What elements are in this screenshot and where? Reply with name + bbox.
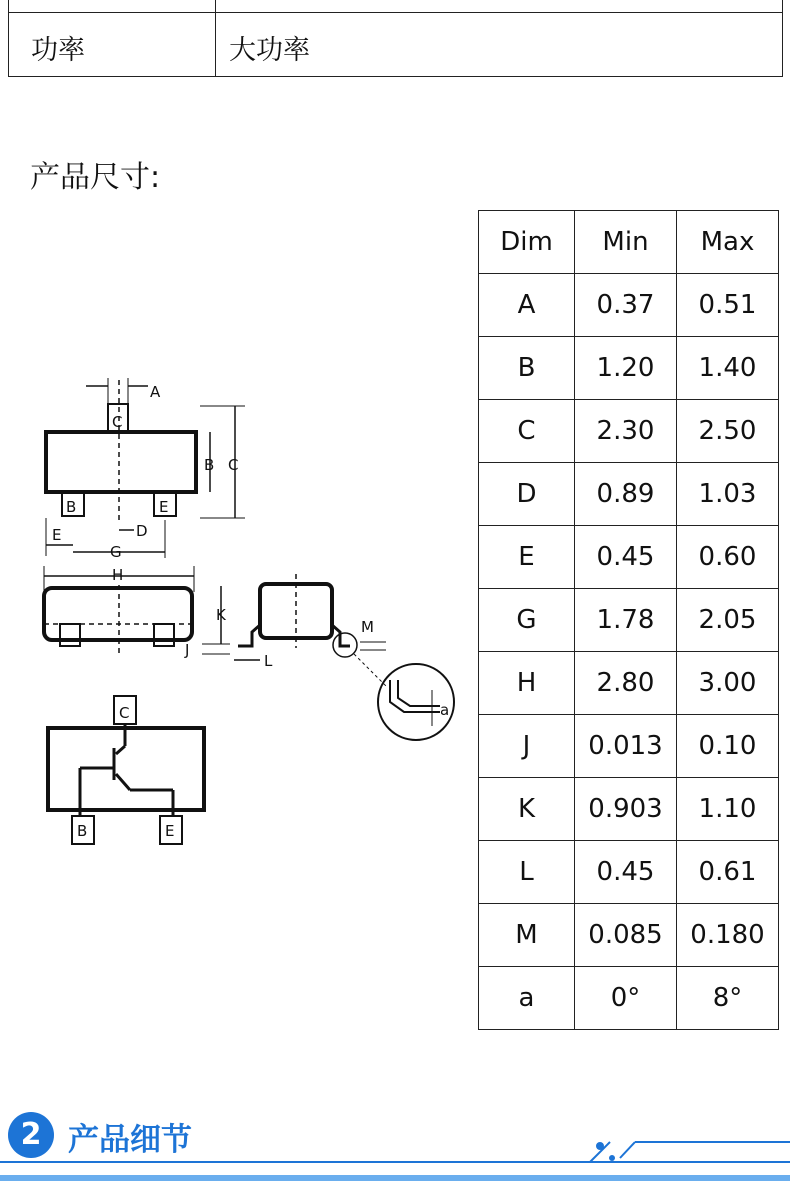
dim-label-b: B [204,456,215,474]
top-view [44,378,245,592]
dim-table-cell: 2.30 [575,400,677,463]
dim-table-cell: D [479,463,575,526]
dim-table-cell: 0.085 [575,904,677,967]
dim-label-g: G [110,543,122,561]
dim-label-a: A [150,383,161,401]
dim-label-angle: a [440,701,450,719]
pin-label-c-schematic: C [119,704,130,722]
dim-table-row [479,778,779,841]
dim-table-cell: 0.45 [575,841,677,904]
spec-table-top-row [9,0,782,13]
section-banner [0,1100,790,1190]
dim-table-cell: 1.20 [575,337,677,400]
dim-table-cell: M [479,904,575,967]
dim-table-row [479,463,779,526]
dim-table-row [479,274,779,337]
dim-table-cell: 2.80 [575,652,677,715]
dim-table-cell: 3.00 [677,652,779,715]
dim-table-cell: A [479,274,575,337]
package-diagram [30,370,460,860]
dim-table-cell: E [479,526,575,589]
dim-table-row [479,967,779,1030]
dim-label-m: M [361,618,374,636]
dim-table-cell: 0.37 [575,274,677,337]
spec-table [8,0,783,77]
dim-table-cell: 0.60 [677,526,779,589]
dim-table-row [479,337,779,400]
dim-table-cell: 0.89 [575,463,677,526]
dim-table-cell: 0.61 [677,841,779,904]
dim-table-row [479,589,779,652]
dim-table-cell: 2.05 [677,589,779,652]
dim-table-cell: 1.40 [677,337,779,400]
dim-table-cell: Max [677,211,779,274]
pin-label-b-schematic: B [77,822,88,840]
dim-table-cell: Dim [479,211,575,274]
dim-label-k: K [216,606,226,624]
dim-table-cell: 1.10 [677,778,779,841]
section-banner-title: 产品细节 [68,1122,192,1158]
pinout-schematic [48,696,204,844]
pin-label-e-schematic: E [165,822,175,840]
dim-table-cell: H [479,652,575,715]
dim-table-header [479,211,779,274]
dim-table-cell: L [479,841,575,904]
dim-table-cell: 0.45 [575,526,677,589]
dim-table-cell: 2.50 [677,400,779,463]
dim-label-l: L [264,652,273,670]
dim-table-row [479,715,779,778]
banner-line-graphic [0,1100,790,1190]
dim-table-cell: C [479,400,575,463]
side-view [44,585,230,659]
dim-table-cell: Min [575,211,677,274]
dim-table-cell: 0.013 [575,715,677,778]
dim-table-cell: 0.180 [677,904,779,967]
dim-table-cell: 1.78 [575,589,677,652]
pin-label-e-top: E [159,498,169,516]
dim-table-cell: a [479,967,575,1030]
spec-table-divider [215,0,216,76]
dim-label-c: C [228,456,239,474]
dim-table-cell: J [479,715,575,778]
dim-table-cell: G [479,589,575,652]
dim-table-cell: B [479,337,575,400]
dim-table-row [479,904,779,967]
pin-label-b-top: B [66,498,77,516]
pin-label-c-top: C [112,413,123,431]
dim-label-e: E [52,526,62,544]
spec-key: 功率 [31,35,85,66]
dim-table-cell: 0.10 [677,715,779,778]
dim-label-j: J [185,641,190,659]
dim-table-cell: 0° [575,967,677,1030]
dim-table-cell: 1.03 [677,463,779,526]
dim-label-d: D [136,522,148,540]
section-number-badge: 2 [8,1112,54,1158]
dim-table-cell: 8° [677,967,779,1030]
dim-table-cell: 0.51 [677,274,779,337]
dim-table-row [479,526,779,589]
dim-table-cell: K [479,778,575,841]
spec-value: 大功率 [229,35,310,66]
dim-table-row [479,841,779,904]
dim-label-h: H [112,566,124,584]
dim-table-row [479,400,779,463]
dim-table-cell: 0.903 [575,778,677,841]
section-title: 产品尺寸: [30,160,161,195]
dimension-table [478,210,779,1030]
end-view [234,574,454,740]
dim-table-row [479,652,779,715]
